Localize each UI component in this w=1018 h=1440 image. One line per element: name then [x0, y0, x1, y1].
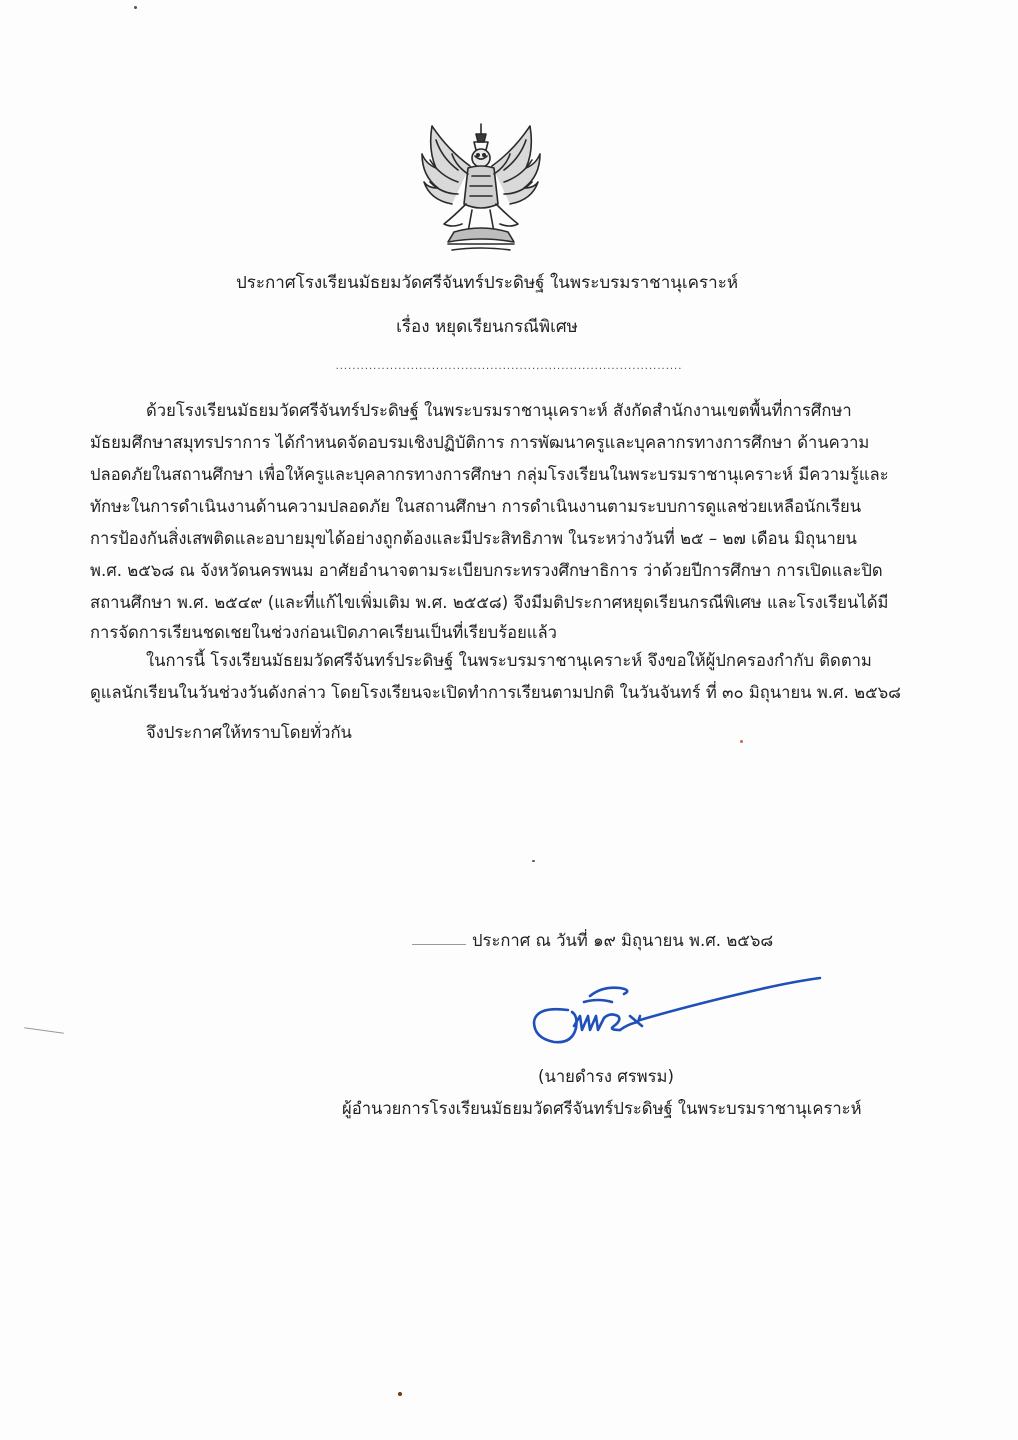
- body-line: ทักษะในการดำเนินงานด้านความปลอดภัย ในสถานศึกษา การดำเนินงานตามระบบการดูแลช่วยเหลือนักเรียน: [90, 497, 862, 516]
- handwritten-signature-icon: [528, 972, 828, 1062]
- signer-name: (นายดำรง ศรพรม): [538, 1067, 674, 1086]
- scan-speck: [398, 1392, 402, 1396]
- scan-mark: [24, 1027, 64, 1034]
- scan-speck: [740, 740, 743, 743]
- scan-speck: [532, 860, 535, 862]
- announcement-subject: เรื่อง หยุดเรียนกรณีพิเศษ: [396, 317, 578, 337]
- body-line: การป้องกันสิ่งเสพติดและอบายมุขได้อย่างถูกต้องและมีประสิทธิภาพ ในระหว่างวันที่ ๒๕ – ๒๗ เดือน มิถุนายน: [90, 529, 857, 548]
- closing-statement: จึงประกาศให้ทราบโดยทั่วกัน: [146, 723, 352, 742]
- scan-speck: [134, 6, 137, 9]
- body-line: พ.ศ. ๒๕๖๘ ณ จังหวัดนครพนม อาศัยอำนาจตามระเบียบกระทรวงศึกษาธิการ ว่าด้วยปีการศึกษา การเปิดและปิด: [90, 561, 883, 580]
- body-line: ในการนี้ โรงเรียนมัธยมวัดศรีจันทร์ประดิษฐ์ ในพระบรมราชานุเคราะห์ จึงขอให้ผู้ปกครองกำกับ ติดตาม: [146, 651, 872, 670]
- announcement-title: ประกาศโรงเรียนมัธยมวัดศรีจันทร์ประดิษฐ์ ในพระบรมราชานุเคราะห์: [235, 273, 739, 293]
- body-line: ดูแลนักเรียนในวันช่วงวันดังกล่าว โดยโรงเรียนจะเปิดทำการเรียนตามปกติ ในวันจันทร์ ที่ ๓๐ มิถุนายน พ.ศ. ๒๕๖๘: [90, 683, 901, 702]
- body-line: สถานศึกษา พ.ศ. ๒๕๔๙ (และที่แก้ไขเพิ่มเติม พ.ศ. ๒๕๕๘) จึงมีมติประกาศหยุดเรียนกรณีพิเศษ และโรงเรียนได้มี: [90, 593, 889, 612]
- scan-mark: [412, 944, 466, 945]
- garuda-emblem-icon: [418, 120, 544, 254]
- body-line: การจัดการเรียนชดเชยในช่วงก่อนเปิดภาคเรียนเป็นที่เรียบร้อยแล้ว: [90, 623, 557, 642]
- body-line: ด้วยโรงเรียนมัธยมวัดศรีจันทร์ประดิษฐ์ ในพระบรมราชานุเคราะห์ สังกัดสำนักงานเขตพื้นที่การศึกษา: [146, 401, 852, 420]
- announcement-date: ประกาศ ณ วันที่ ๑๙ มิถุนายน พ.ศ. ๒๕๖๘: [472, 931, 774, 950]
- signer-position: ผู้อำนวยการโรงเรียนมัธยมวัดศรีจันทร์ประดิษฐ์ ในพระบรมราชานุเคราะห์: [342, 1099, 862, 1118]
- body-line: มัธยมศึกษาสมุทรปราการ ได้กำหนดจัดอบรมเชิงปฏิบัติการ การพัฒนาครูและบุคลากรทางการศึกษา ด้านความ: [90, 433, 870, 452]
- title-divider: ...................................................................................: [335, 361, 683, 372]
- body-line: ปลอดภัยในสถานศึกษา เพื่อให้ครูและบุคลากรทางการศึกษา กลุ่มโรงเรียนในพระบรมราชานุเคราะห์ มีความรู้และ: [90, 465, 889, 484]
